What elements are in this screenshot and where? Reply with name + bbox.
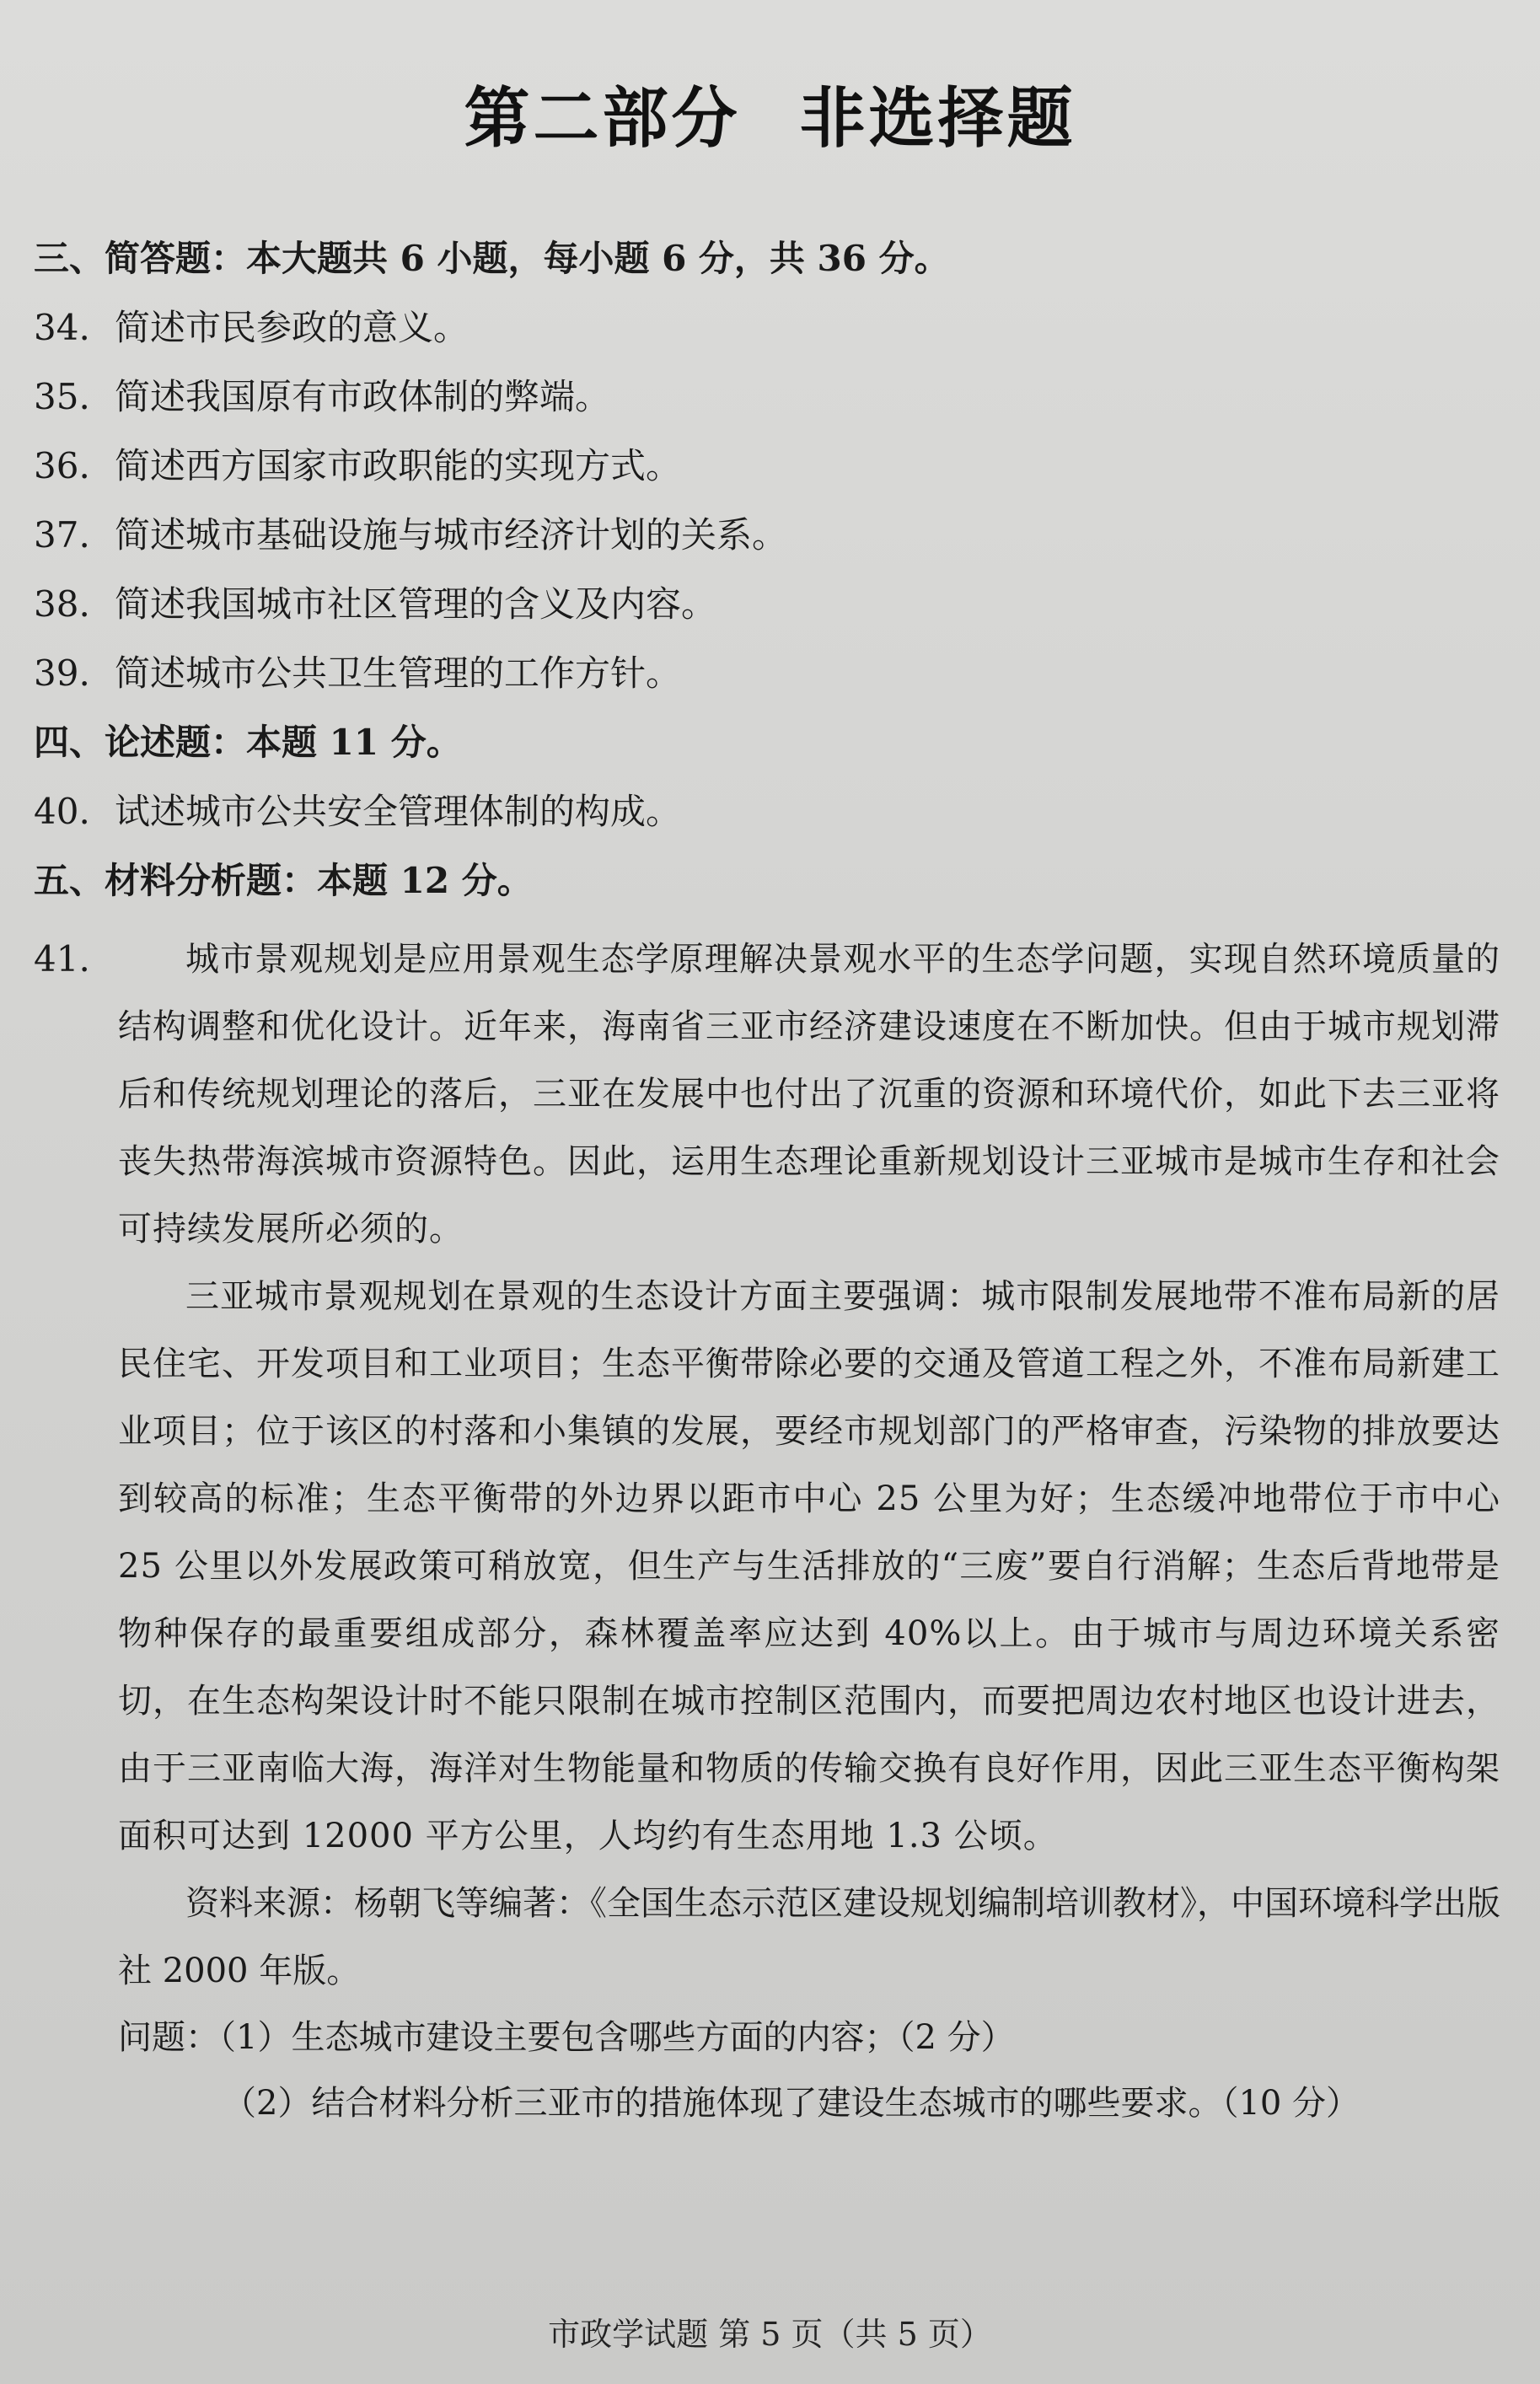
section-heading-short-answer: 三、简答题：本大题共 6 小题，每小题 6 分，共 36 分。 <box>34 238 950 279</box>
question-36 <box>34 442 1500 491</box>
section-heading-essay: 四、论述题：本题 11 分。 <box>34 722 462 763</box>
question-number: 36. <box>34 445 90 486</box>
section-heading-material-analysis: 五、材料分析题：本题 12 分。 <box>34 860 533 901</box>
question-41 <box>34 926 1500 2136</box>
question-text: 试述城市公共安全管理体制的构成。 <box>115 791 682 832</box>
question-40 <box>34 787 1500 836</box>
question-text: 简述市民参政的意义。 <box>115 307 470 348</box>
part-title <box>0 66 1540 160</box>
part-name: 非选择题 <box>799 80 1076 157</box>
material-paragraph-2: 三亚城市景观规划在景观的生态设计方面主要强调：城市限制发展地带不准布局新的居民住宅、开发项目和工业项目；生态平衡带除必要的交通及管道工程之外，不准布局新建工业项目；位于该区的村落和小集镇的发展，要经市规划部门的严格审查，污染物的排放要达到较高的标准；生态平衡带的外边界以距市中心 25 公里为好；生态缓冲地带位于市中心 25 公里以外发展政策可稍放宽，但生产与生活排放的“三废”要自行消解；生态后背地带是物种保存的最重要组成部分，森林覆盖率应达到 40%以上。由于城市与周边环境关系密切，在生态构架设计时不能只限制在城市控制区范围内，而要把周边农村地区也设计进去，由于三亚南临大海，海洋对生物能量和物质的传输交换有良好作用，因此三亚生态平衡构架面积可达到 12000 平方公里，人均约有生态用地 1.3 公顷。 <box>118 1277 1500 1855</box>
question-38 <box>34 580 1500 629</box>
question-text: 简述城市基础设施与城市经济计划的关系。 <box>115 514 788 556</box>
question-number: 40. <box>34 791 90 832</box>
question-text: 简述我国原有市政体制的弊端。 <box>115 376 611 417</box>
question-34 <box>34 303 1500 352</box>
question-35 <box>34 373 1500 421</box>
sub-question-2: （2）结合材料分析三亚市的措施体现了建设生态城市的哪些要求。（10 分） <box>223 2084 1360 2123</box>
question-37 <box>34 511 1500 560</box>
question-text: 简述城市公共卫生管理的工作方针。 <box>115 652 682 694</box>
page-footer: 市政学试题 第 5 页（共 5 页） <box>548 2316 992 2353</box>
question-number: 38. <box>34 583 90 625</box>
part-number: 第二部分 <box>464 80 741 157</box>
question-number: 35. <box>34 376 90 417</box>
material-source: 资料来源：杨朝飞等编著：《全国生态示范区建设规划编制培训教材》，中国环境科学出版社 2000 年版。 <box>118 1884 1500 1990</box>
question-text: 简述西方国家市政职能的实现方式。 <box>115 445 682 486</box>
question-text: 简述我国城市社区管理的含义及内容。 <box>115 583 717 625</box>
question-number: 41. <box>34 938 90 980</box>
question-number: 39. <box>34 652 90 694</box>
sub-question-1: 问题：（1）生态城市建设主要包含哪些方面的内容；（2 分） <box>118 2018 1015 2057</box>
material-paragraph-1: 城市景观规划是应用景观生态学原理解决景观水平的生态学问题，实现自然环境质量的结构调整和优化设计。近年来，海南省三亚市经济建设速度在不断加快。但由于城市规划滞后和传统规划理论的落后，三亚在发展中也付出了沉重的资源和环境代价，如此下去三亚将丧失热带海滨城市资源特色。因此，运用生态理论重新规划设计三亚城市是城市生存和社会可持续发展所必须的。 <box>118 940 1500 1248</box>
exam-content <box>34 234 1500 2136</box>
question-number: 34. <box>34 307 90 348</box>
question-39 <box>34 649 1500 698</box>
question-number: 37. <box>34 514 90 556</box>
